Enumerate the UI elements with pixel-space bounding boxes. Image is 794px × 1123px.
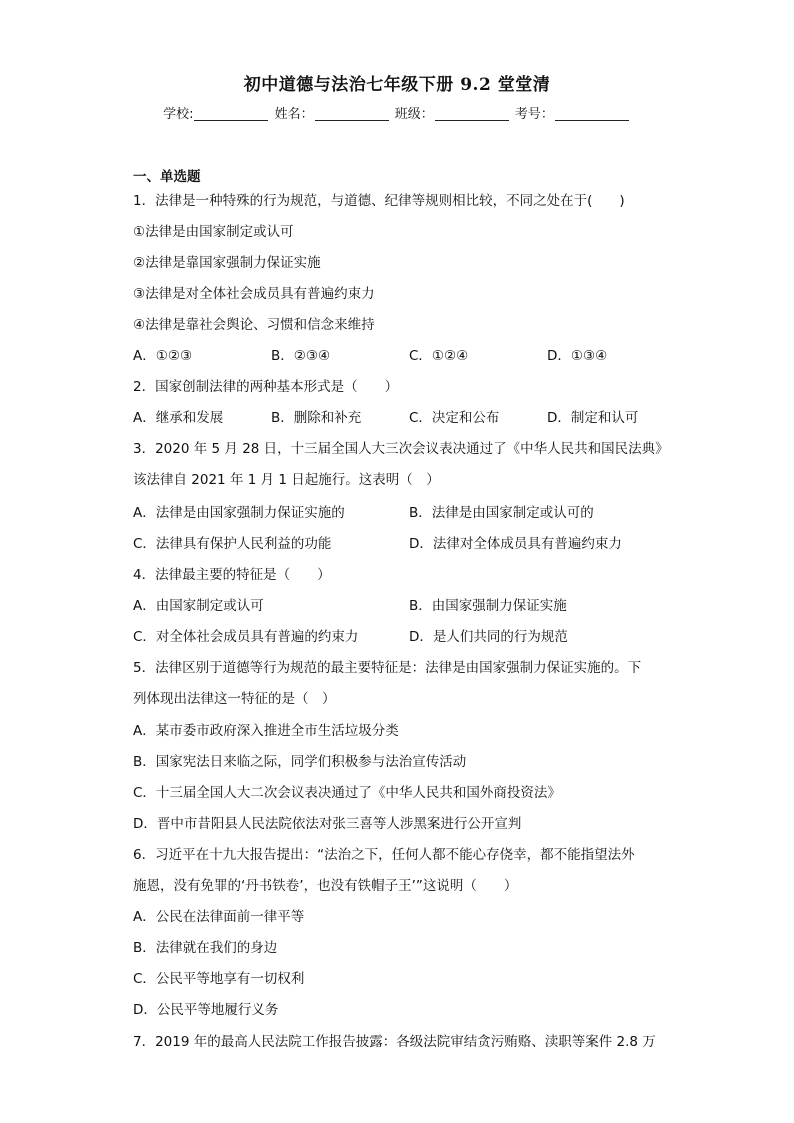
question-3-option-a[interactable]: A．法律是由国家强制力保证实施的 [133,505,345,521]
question-7-stem-line-1: 7．2019 年的最高人民法院工作报告披露：各级法院审结贪污贿赂、渎职等案件 2.8 万 [133,1034,656,1050]
name-label: 姓名： [274,107,314,122]
question-2-option-d[interactable]: D．制定和认可 [547,410,639,426]
question-6-option-d[interactable]: D．公民平等地履行义务 [133,1002,279,1018]
question-2-option-a[interactable]: A．继承和发展 [133,410,224,426]
student-info-row [0,103,794,122]
question-1-statement-4: ④法律是靠社会舆论、习惯和信念来维持 [133,317,375,333]
question-5-stem-line-2: 列体现出法律这一特征的是（ ） [133,691,336,707]
school-label: 学校: [163,107,194,122]
page-title: 初中道德与法治七年级下册 9.2 堂堂清 [243,75,551,95]
exam-no-blank[interactable] [555,106,629,121]
question-1-stem: 1．法律是一种特殊的行为规范，与道德、纪律等规则相比较，不同之处在于( ) [133,193,625,209]
question-3-option-d[interactable]: D．法律对全体成员具有普遍约束力 [409,536,622,552]
question-6-stem-line-1: 6．习近平在十九大报告提出：“法治之下，任何人都不能心存侥幸，都不能指望法外 [133,847,635,863]
question-5-option-c[interactable]: C．十三届全国人大二次会议表决通过了《中华人民共和国外商投资法》 [133,785,561,801]
question-2-option-b[interactable]: B．删除和补充 [271,410,362,426]
question-1-statement-3: ③法律是对全体社会成员具有普遍约束力 [133,286,375,302]
question-5-option-d[interactable]: D．晋中市昔阳县人民法院依法对张三喜等人涉黑案进行公开宣判 [133,816,522,832]
question-1-option-a[interactable]: A．①②③ [133,348,193,364]
question-3-option-c[interactable]: C．法律具有保护人民利益的功能 [133,536,332,552]
question-1-option-c[interactable]: C．①②④ [409,348,469,364]
question-3-stem-line-2: 该法律自 2021 年 1 月 1 日起施行。这表明（ ） [133,472,440,488]
question-6-option-c[interactable]: C．公民平等地享有一切权利 [133,971,305,987]
class-blank[interactable] [435,106,509,121]
question-6-option-a[interactable]: A．公民在法律面前一律平等 [133,909,305,925]
question-5-option-b[interactable]: B．国家宪法日来临之际，同学们积极参与法治宣传活动 [133,754,467,770]
question-4-option-c[interactable]: C．对全体社会成员具有普遍的约束力 [133,629,359,645]
question-1-statement-1: ①法律是由国家制定或认可 [133,224,294,240]
question-1-option-d[interactable]: D．①③④ [547,348,608,364]
class-label: 班级： [394,107,434,122]
exam-no-label: 考号： [514,107,554,122]
question-3-option-b[interactable]: B．法律是由国家制定或认可的 [409,505,594,521]
question-4-stem: 4．法律最主要的特征是（ ） [133,567,331,583]
question-5-option-a[interactable]: A．某市委市政府深入推进全市生活垃圾分类 [133,723,399,739]
question-5-stem-line-1: 5．法律区别于道德等行为规范的最主要特征是：法律是由国家强制力保证实施的。下 [133,660,642,676]
question-4-option-a[interactable]: A．由国家制定或认可 [133,598,264,614]
question-6-option-b[interactable]: B．法律就在我们的身边 [133,940,278,956]
section-title: 一、单选题 [133,169,201,185]
question-6-stem-line-2: 施恩，没有免罪的‘丹书铁卷’，也没有铁帽子王’”这说明（ ） [133,878,518,894]
name-blank[interactable] [315,106,389,121]
question-4-option-d[interactable]: D．是人们共同的行为规范 [409,629,568,645]
question-1-option-b[interactable]: B．②③④ [271,348,331,364]
question-2-stem: 2．国家创制法律的两种基本形式是（ ） [133,379,399,395]
question-3-stem-line-1: 3．2020 年 5 月 28 日，十三届全国人大三次会议表决通过了《中华人民共和国民法典》 [133,441,669,457]
question-1-statement-2: ②法律是靠国家强制力保证实施 [133,255,321,271]
school-blank[interactable] [194,106,268,121]
question-4-option-b[interactable]: B．由国家强制力保证实施 [409,598,567,614]
question-2-option-c[interactable]: C．决定和公布 [409,410,500,426]
